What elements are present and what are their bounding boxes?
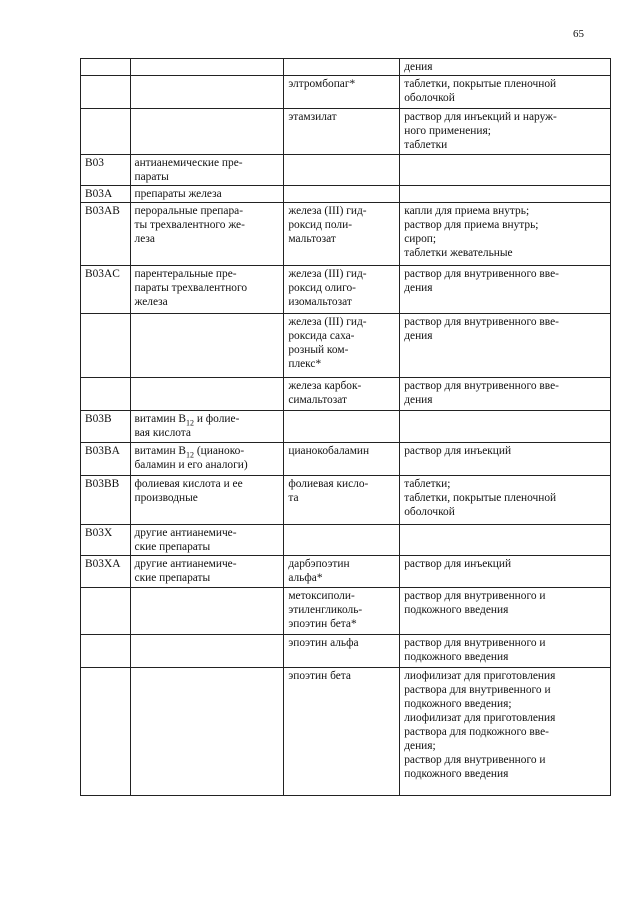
table-row	[81, 314, 611, 378]
table-body	[81, 59, 611, 796]
drug-name-cell	[284, 411, 400, 443]
drug-name-cell	[284, 59, 400, 76]
anatomical-group-cell	[130, 588, 284, 635]
cell-text-line: ские препараты	[134, 572, 211, 584]
cell-text-line: таблетки, покрытые пленочной	[404, 78, 557, 90]
cell-text-line: цианокобаламин	[288, 445, 370, 457]
atc-code-cell	[81, 635, 131, 668]
cell-text-line: ты трехвалентного же-	[134, 219, 245, 231]
drug-name-cell	[284, 443, 400, 476]
cell-text-line: раствора для внутривенного и	[404, 684, 551, 696]
atc-code-cell	[81, 155, 131, 186]
cell-text-line: B03AC	[85, 268, 120, 280]
cell-text-line: раствора для подкожного вве-	[404, 726, 549, 738]
drug-name-cell	[284, 203, 400, 266]
atc-code-cell	[81, 411, 131, 443]
cell-text-line: оболочкой	[404, 92, 455, 104]
cell-text-line: вая кислота	[134, 427, 191, 439]
cell-text-line: подкожного введения	[404, 604, 509, 616]
page-number: 65	[573, 28, 584, 40]
cell-text-line: баламин и его аналоги)	[134, 459, 248, 471]
cell-text-line: дения;	[404, 740, 436, 752]
cell-text-line: роксида саха-	[288, 330, 355, 342]
cell-text-line: изомальтозат	[288, 296, 352, 308]
cell-text-line: таблетки жевательные	[404, 247, 513, 259]
anatomical-group-cell	[130, 443, 284, 476]
cell-text-line: роксид поли-	[288, 219, 352, 231]
cell-text-line: раствор для внутривенного и	[404, 754, 546, 766]
cell-text-line: другие антианемиче-	[134, 527, 237, 539]
atc-code-cell	[81, 186, 131, 203]
cell-text-line: альфа*	[288, 572, 323, 584]
anatomical-group-cell	[130, 155, 284, 186]
drug-name-cell	[284, 314, 400, 378]
cell-text-line: B03BA	[85, 445, 120, 457]
cell-text-line: розный ком-	[288, 344, 349, 356]
cell-text-line: производные	[134, 492, 198, 504]
drug-name-cell	[284, 476, 400, 525]
cell-text-line: B03	[85, 157, 104, 169]
table-row	[81, 525, 611, 556]
cell-text-line: ские препараты	[134, 541, 211, 553]
table-row	[81, 668, 611, 796]
cell-text-line: фолиевая кислота и ее	[134, 478, 243, 490]
cell-text-line: B03X	[85, 527, 113, 539]
atc-code-cell	[81, 203, 131, 266]
cell-text-line: железа карбок-	[288, 380, 362, 392]
table-row	[81, 76, 611, 109]
anatomical-group-cell	[130, 266, 284, 314]
cell-text-line: железа	[134, 296, 168, 308]
table-row	[81, 588, 611, 635]
cell-text-line: подкожного введения	[404, 768, 509, 780]
dosage-form-cell	[400, 76, 611, 109]
cell-text-line: витамин $B_{12}$ и фолие-	[134, 413, 240, 428]
cell-text-line: плекс*	[288, 358, 322, 370]
dosage-form-cell	[400, 525, 611, 556]
cell-text-line: роксид олиго-	[288, 282, 356, 294]
cell-text-line: B03XA	[85, 558, 121, 570]
cell-text-line: эпоэтин альфа	[288, 637, 359, 649]
cell-text-line: антианемические пре-	[134, 157, 243, 169]
dosage-form-cell	[400, 314, 611, 378]
dosage-form-cell	[400, 59, 611, 76]
cell-text-line: железа (III) гид-	[288, 205, 367, 217]
table-row	[81, 635, 611, 668]
drug-name-cell	[284, 266, 400, 314]
cell-text-line: сироп;	[404, 233, 437, 245]
cell-text-line: препараты железа	[134, 188, 222, 200]
cell-text-line: раствор для инъекций	[404, 558, 512, 570]
anatomical-group-cell	[130, 109, 284, 155]
cell-text-line: подкожного введения	[404, 651, 509, 663]
drug-name-cell	[284, 588, 400, 635]
table-row	[81, 443, 611, 476]
cell-text-line: витамин $B_{12}$ (цианоко-	[134, 445, 245, 460]
table-row	[81, 59, 611, 76]
table-row	[81, 186, 611, 203]
cell-text-line: дения	[404, 394, 433, 406]
cell-text-line: мальтозат	[288, 233, 336, 245]
drug-name-cell	[284, 76, 400, 109]
cell-text-line: дения	[404, 61, 433, 73]
anatomical-group-cell	[130, 378, 284, 411]
dosage-form-cell	[400, 266, 611, 314]
cell-text-line: дения	[404, 282, 433, 294]
dosage-form-cell	[400, 378, 611, 411]
atc-code-cell	[81, 668, 131, 796]
cell-text-line: раствор для внутривенного вве-	[404, 316, 559, 328]
drug-table	[80, 58, 611, 796]
cell-text-line: таблетки;	[404, 478, 451, 490]
drug-name-cell	[284, 668, 400, 796]
cell-text-line: элтромбопаг*	[288, 78, 356, 90]
cell-text-line: B03BB	[85, 478, 120, 490]
cell-text-line: лиофилизат для приготовления	[404, 670, 556, 682]
cell-text-line: та	[288, 492, 299, 504]
anatomical-group-cell	[130, 556, 284, 588]
cell-text-line: эпоэтин бета*	[288, 618, 357, 630]
cell-text-line: раствор для приема внутрь;	[404, 219, 539, 231]
cell-text-line: раствор для внутривенного и	[404, 590, 546, 602]
cell-text-line: раствор для инъекций	[404, 445, 512, 457]
cell-text-line: парентеральные пре-	[134, 268, 237, 280]
dosage-form-cell	[400, 411, 611, 443]
table-row	[81, 155, 611, 186]
drug-name-cell	[284, 635, 400, 668]
cell-text-line: дения	[404, 330, 433, 342]
cell-text-line: метоксиполи-	[288, 590, 355, 602]
cell-text-line: таблетки, покрытые пленочной	[404, 492, 557, 504]
anatomical-group-cell	[130, 411, 284, 443]
atc-code-cell	[81, 314, 131, 378]
anatomical-group-cell	[130, 525, 284, 556]
cell-text-line: этамзилат	[288, 111, 337, 123]
dosage-form-cell	[400, 203, 611, 266]
cell-text-line: железа (III) гид-	[288, 268, 367, 280]
atc-code-cell	[81, 266, 131, 314]
anatomical-group-cell	[130, 76, 284, 109]
anatomical-group-cell	[130, 59, 284, 76]
drug-name-cell	[284, 155, 400, 186]
dosage-form-cell	[400, 556, 611, 588]
cell-text-line: капли для приема внутрь;	[404, 205, 530, 217]
dosage-form-cell	[400, 476, 611, 525]
anatomical-group-cell	[130, 203, 284, 266]
table-row	[81, 556, 611, 588]
dosage-form-cell	[400, 443, 611, 476]
anatomical-group-cell	[130, 186, 284, 203]
atc-code-cell	[81, 59, 131, 76]
table-row	[81, 203, 611, 266]
dosage-form-cell	[400, 635, 611, 668]
cell-text-line: железа (III) гид-	[288, 316, 367, 328]
drug-name-cell	[284, 378, 400, 411]
cell-text-line: раствор для внутривенного вве-	[404, 268, 559, 280]
cell-text-line: B03A	[85, 188, 113, 200]
cell-text-line: эпоэтин бета	[288, 670, 351, 682]
cell-text-line: фолиевая кисло-	[288, 478, 369, 490]
drug-name-cell	[284, 525, 400, 556]
drug-name-cell	[284, 556, 400, 588]
cell-text-line: подкожного введения;	[404, 698, 512, 710]
cell-text-line: раствор для внутривенного вве-	[404, 380, 559, 392]
dosage-form-cell	[400, 109, 611, 155]
anatomical-group-cell	[130, 476, 284, 525]
cell-text-line: оболочкой	[404, 506, 455, 518]
atc-code-cell	[81, 76, 131, 109]
atc-code-cell	[81, 378, 131, 411]
dosage-form-cell	[400, 588, 611, 635]
anatomical-group-cell	[130, 668, 284, 796]
table-row	[81, 266, 611, 314]
cell-text-line: раствор для инъекций и наруж-	[404, 111, 557, 123]
cell-text-line: B03B	[85, 413, 112, 425]
atc-code-cell	[81, 556, 131, 588]
atc-code-cell	[81, 588, 131, 635]
atc-code-cell	[81, 525, 131, 556]
dosage-form-cell	[400, 186, 611, 203]
cell-text-line: лиофилизат для приготовления	[404, 712, 556, 724]
dosage-form-cell	[400, 668, 611, 796]
atc-code-cell	[81, 476, 131, 525]
table-row	[81, 411, 611, 443]
table-row	[81, 109, 611, 155]
atc-code-cell	[81, 443, 131, 476]
cell-text-line: леза	[134, 233, 155, 245]
dosage-form-cell	[400, 155, 611, 186]
anatomical-group-cell	[130, 635, 284, 668]
drug-name-cell	[284, 186, 400, 203]
drug-name-cell	[284, 109, 400, 155]
atc-code-cell	[81, 109, 131, 155]
anatomical-group-cell	[130, 314, 284, 378]
cell-text-line: симальтозат	[288, 394, 347, 406]
cell-text-line: ного применения;	[404, 125, 491, 137]
cell-text-line: пероральные препара-	[134, 205, 243, 217]
cell-text-line: другие антианемиче-	[134, 558, 237, 570]
cell-text-line: этиленгликоль-	[288, 604, 363, 616]
cell-text-line: дарбэпоэтин	[288, 558, 350, 570]
table-row	[81, 476, 611, 525]
cell-text-line: параты	[134, 171, 169, 183]
cell-text-line: B03AB	[85, 205, 120, 217]
cell-text-line: параты трехвалентного	[134, 282, 248, 294]
cell-text-line: раствор для внутривенного и	[404, 637, 546, 649]
table-row	[81, 378, 611, 411]
cell-text-line: таблетки	[404, 139, 448, 151]
